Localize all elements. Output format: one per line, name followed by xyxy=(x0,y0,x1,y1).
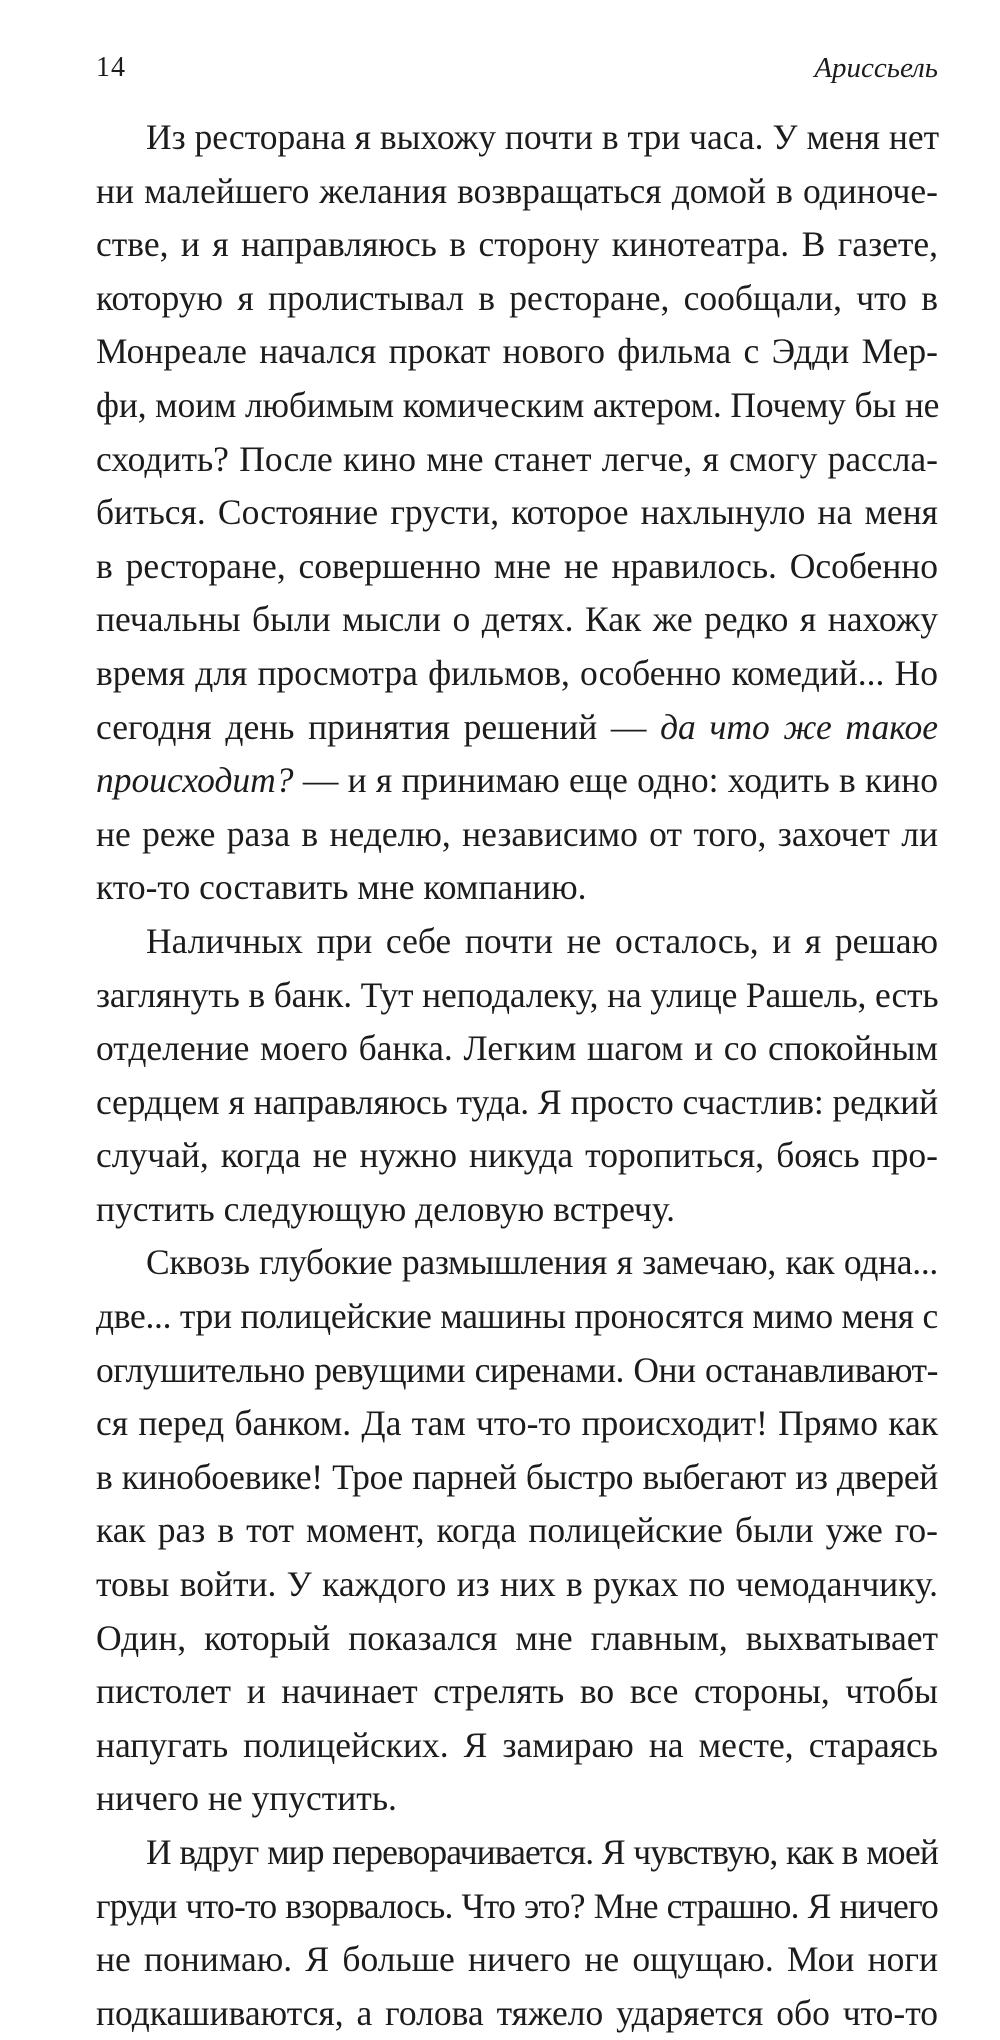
text-line: И вдруг мир переворачивается. Я чувствую, как в моей xyxy=(146,1832,938,1872)
page-header xyxy=(96,52,938,92)
text-line: оглушительно ревущими сиренами. Они останавливают- xyxy=(96,1349,938,1390)
text-line: кто-то составить мне компанию. xyxy=(96,867,587,908)
text-line: ни малейшего желания возвращаться домой в одиноче- xyxy=(96,170,938,211)
text-line: напугать полицейских. Я замираю на месте, стараясь xyxy=(96,1724,938,1765)
text-line: печальны были мысли о детях. Как же редко я нахожу xyxy=(96,599,938,640)
text-line: фи, моим любимым комическим актером. Почему бы не xyxy=(96,384,940,425)
page-number: 14 xyxy=(96,52,126,83)
text-line: подкашиваются, а голова тяжело ударяется обо что-то xyxy=(96,1992,938,2033)
text-line: которую я пролистывал в ресторане, сообщали, что в xyxy=(96,277,938,318)
text-line: биться. Состояние грусти, которое нахлынуло на меня xyxy=(96,492,938,533)
text-line: заглянуть в банк. Тут неподалеку, на улице Рашель, есть xyxy=(96,974,939,1015)
paragraph xyxy=(96,915,938,1237)
text-line: пистолет и начинает стрелять во все стороны, чтобы xyxy=(96,1671,938,1712)
text-line: ничего не упустить. xyxy=(96,1778,397,1819)
text-line: ся перед банком. Да там что-то происходит! Прямо как xyxy=(96,1403,938,1444)
paragraph xyxy=(96,1826,938,2040)
text-line: сходить? После кино мне станет легче, я смогу рассла- xyxy=(96,438,938,479)
text-line: Наличных при себе почти не осталось, и я решаю xyxy=(146,920,938,961)
text-line xyxy=(96,701,938,755)
running-title: Ариссьель xyxy=(814,52,938,84)
text-line: Один, который показался мне главным, выхватывает xyxy=(96,1617,938,1658)
text-line: время для просмотра фильмов, особенно комедий... Но xyxy=(96,652,938,693)
italic-text-run: происходит? xyxy=(96,760,294,801)
text-line: пустить следующую деловую встречу. xyxy=(96,1188,675,1229)
text-line: стве, и я направляюсь в сторону кинотеатра. В газете, xyxy=(96,224,938,265)
text-run: сегодня день принятия решений — xyxy=(96,706,661,747)
text-line: не понимаю. Я больше ничего не ощущаю. Мои ноги xyxy=(96,1939,938,1980)
text-line: сердцем я направляюсь туда. Я просто счастлив: редкий xyxy=(96,1081,938,1122)
text-body xyxy=(96,111,938,2040)
text-line: как раз в тот момент, когда полицейские были уже го- xyxy=(96,1510,938,1551)
text-line: товы войти. У каждого из них в руках по чемоданчику. xyxy=(96,1564,938,1605)
text-line: в кинобоевике! Трое парней быстро выбегают из дверей xyxy=(96,1456,938,1497)
text-line: Сквозь глубокие размышления я замечаю, как одна... xyxy=(146,1242,938,1283)
text-run: — и я принимаю еще одно: ходить в кино xyxy=(293,760,938,801)
text-line: Из ресторана я выхожу почти в три часа. У меня нет xyxy=(146,117,940,157)
paragraph xyxy=(96,1236,938,1826)
text-line: случай, когда не нужно никуда торопиться, боясь про- xyxy=(96,1135,938,1176)
text-line xyxy=(96,754,938,808)
text-line: не реже раза в неделю, независимо от того, захочет ли xyxy=(96,813,938,854)
text-line: две... три полицейские машины проносятся мимо меня с xyxy=(96,1296,938,1337)
text-line: в ресторане, совершенно мне не нравилось. Особенно xyxy=(96,545,938,586)
text-line: Монреале начался прокат нового фильма с Эдди Мер- xyxy=(96,331,938,372)
text-line: отделение моего банка. Легким шагом и со спокойным xyxy=(96,1028,938,1069)
italic-text-run: да что же такое xyxy=(660,706,938,747)
text-line: груди что-то взорвалось. Что это? Мне страшно. Я ничего xyxy=(96,1885,938,1926)
paragraph xyxy=(96,111,938,915)
